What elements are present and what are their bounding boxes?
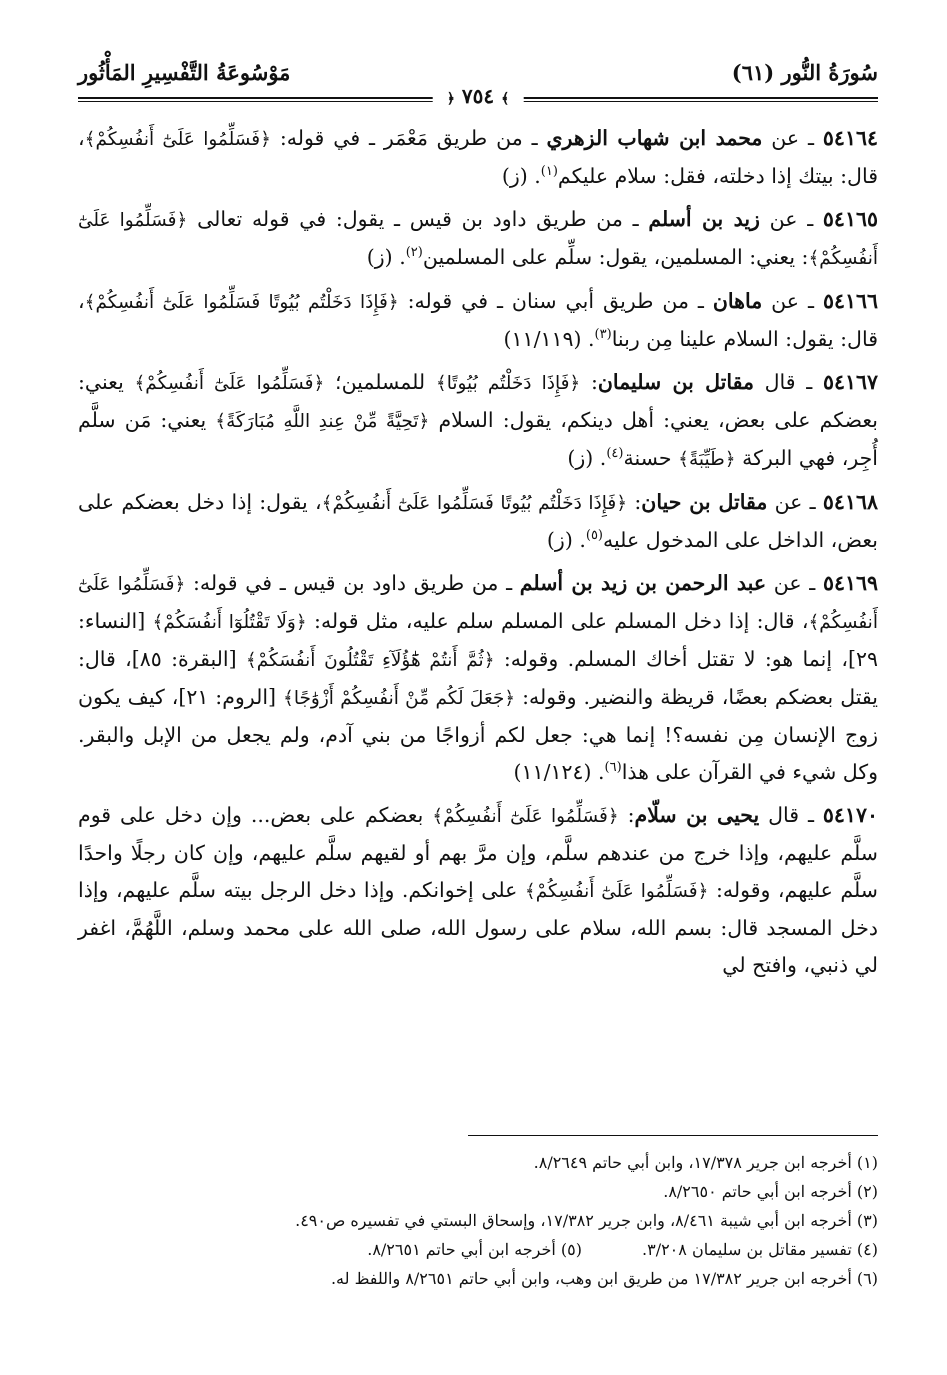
narrator-name: يحيى بن سلّام [634, 803, 760, 827]
entry-text: ـ عن [766, 571, 823, 595]
footnote-marker: (٢) [405, 245, 423, 261]
entry-text: على إخوانكم. وإذا دخل الرجل بيته سلَّم عليهم، وإذا دخل المسجد قال: بسم الله، سلام على رسول الله، صلى الله على محمد وسلم، اللَّهُمَّ، اغفر لي ذنبي، وافتح لي [78, 878, 878, 977]
quran-quote: ﴿فَسَلِّمُوا عَلَىٰٓ أَنفُسِكُمْ﴾ [524, 881, 709, 902]
quran-quote: ﴿فَسَلِّمُوا عَلَىٰٓ أَنفُسِكُمْ﴾ [84, 129, 271, 150]
entry-text: . (١١/١٢٤) [513, 760, 605, 784]
narrator-name: محمد ابن شهاب الزهري [546, 126, 763, 150]
entry-text: ـ من طريق أبي سنان ـ في قوله: [398, 289, 713, 313]
entry-text: . (ز) [366, 245, 406, 269]
quran-quote: ﴿فَسَلِّمُوا عَلَىٰٓ أَنفُسِكُمْ﴾ [78, 574, 878, 633]
entry-text: ـ عن [762, 126, 823, 150]
entry-number: ٥٤١٦٥ [822, 207, 878, 231]
entry-text: [الروم: ٢١]، كيف يكون زوج الإنسان مِن نفسه؟! إنما هي: جعل لكم أزواجًا من بني آدم، ولم يجعل من الإبل والبقر. وكل شيء في القرآن على هذا [78, 685, 878, 784]
page-number-value: ٧٥٤ [461, 84, 495, 108]
narrator-name: زيد بن أسلم [648, 207, 760, 231]
narrator-name: عبد الرحمن بن زيد بن أسلم [519, 571, 767, 595]
footnotes [78, 1148, 878, 1293]
quran-quote: ﴿جَعَلَ لَكُم مِّنْ أَنفُسِكُمْ أَزْوَٰجًا﴾ [282, 688, 516, 709]
entry-text: : [580, 370, 598, 394]
quran-quote: ﴿وَلَا تَقْتُلُوٓا أَنفُسَكُمْ﴾ [152, 612, 307, 633]
entry-text: ـ من طريق مَعْمَر ـ في قوله: [270, 126, 547, 150]
entry-text: ـ قال [759, 803, 823, 827]
entry-text: [البقرة: ٨٥]، قال: يقتل بعضكم بعضًا، قريظة والنضير. وقوله: [78, 647, 878, 709]
footnote-marker: (٦) [604, 760, 622, 776]
entry-text: ـ عن [759, 207, 823, 231]
ornament-right-icon: ﴾ [501, 91, 510, 107]
entry-text: ـ عن [767, 490, 823, 514]
quran-quote: ﴿فَإِذَا دَخَلْتُم بُيُوتًا فَسَلِّمُوا عَلَىٰٓ أَنفُسِكُمْ﴾ [84, 292, 399, 313]
footnote-5: (٥) أخرجه ابن أبي حاتم ٨/٢٦٥١. [367, 1240, 582, 1259]
quran-quote: ﴿فَإِذَا دَخَلْتُم بُيُوتًا فَسَلِّمُوا عَلَىٰٓ أَنفُسِكُمْ﴾ [321, 493, 628, 514]
entry-text: . (ز) [501, 164, 541, 188]
quran-quote: ﴿فَسَلِّمُوا عَلَىٰٓ أَنفُسِكُمْ﴾ [134, 373, 325, 394]
narrator-name: مقاتل بن سليمان [597, 370, 754, 394]
entry-number: ٥٤١٦٨ [822, 490, 878, 514]
entry-text: : يعني: المسلمين، يقول: سلِّم على المسلمين [422, 245, 809, 269]
narrator-name: ماهان [712, 289, 763, 313]
entry-text: ـ من طريق داود بن قيس ـ في قوله: [185, 571, 520, 595]
footnote-marker: (٥) [585, 528, 603, 544]
page-number [433, 84, 524, 108]
quran-quote: ﴿طَيِّبَةً﴾ [678, 449, 736, 470]
footnote-1: (١) أخرجه ابن جرير ١٧/٣٧٨، وابن أبي حاتم ٨/٢٦٤٩. [533, 1153, 878, 1172]
entry-text: . (ز) [546, 528, 586, 552]
entry-text: حسنة [623, 446, 679, 470]
entry-number: ٥٤١٦٧ [822, 370, 878, 394]
entry-54169 [78, 565, 878, 791]
footnote-marker: (٣) [594, 327, 612, 343]
entry-text: ـ عن [762, 289, 823, 313]
entry-54170 [78, 797, 878, 984]
entry-text: ، قال: بيتك إذا دخلته، فقل: سلام عليكم [78, 126, 878, 188]
quran-quote: ﴿فَسَلِّمُوا عَلَىٰٓ أَنفُسِكُمْ﴾ [78, 210, 878, 269]
entry-54167 [78, 364, 878, 478]
entry-number: ٥٤١٦٤ [822, 126, 878, 150]
entry-number: ٥٤١٦٦ [822, 289, 878, 313]
quran-quote: ﴿ثُمَّ أَنتُمْ هَٰٓؤُلَآءِ تَقْتُلُونَ أَنفُسَكُمْ﴾ [245, 650, 495, 671]
entry-text: يعني: بعضكم على بعض، يعني: أهل دينكم، يقول: السلام [78, 370, 878, 432]
main-text [78, 120, 878, 990]
entry-text: ـ من طريق داود بن قيس ـ يقول: في قوله تعالى [187, 207, 649, 231]
footnote-marker: (١) [540, 164, 558, 180]
entry-number: ٥٤١٦٩ [822, 571, 878, 595]
entry-text: للمسلمين؛ [324, 370, 436, 394]
entry-text: : [627, 490, 642, 514]
footnote-3: (٣) أخرجه ابن أبي شيبة ٨/٤٦١، وابن جرير ١٧/٣٨٢، وإسحاق البستي في تفسيره ص٤٩٠. [295, 1211, 878, 1230]
entry-text: بعضكم على بعض... وإن دخل على قوم سلَّم عليهم، وإذا خرج من عندهم سلَّم، وإن مرَّ بهم أو لقيهم سلَّم عليهم، وإن كان رجلًا واحدًا سلَّم عليهم، وقوله: [78, 803, 878, 902]
entry-text: ـ قال [753, 370, 823, 394]
entry-text: [النساء: ٢٩]، إنما هو: لا تقتل أخاك المسلم. وقوله: [78, 609, 878, 671]
running-header [78, 50, 878, 110]
quran-quote: ﴿فَسَلِّمُوا عَلَىٰٓ أَنفُسِكُمْ﴾ [432, 806, 619, 827]
footnote-4: (٤) تفسير مقاتل بن سليمان ٣/٢٠٨. [642, 1240, 878, 1259]
surah-title: سُورَةُ النُّور (٦١) [731, 60, 878, 85]
quran-quote: ﴿فَإِذَا دَخَلْتُم بُيُوتًا﴾ [435, 373, 581, 394]
footnote-marker: (٤) [606, 446, 624, 462]
footnote-divider [468, 1135, 878, 1136]
entry-text: ، قال: يقول: السلام علينا مِن ربنا [78, 289, 878, 351]
quran-quote: ﴿تَحِيَّةً مِّنْ عِندِ اللَّهِ مُبَارَكَةً﴾ [215, 411, 430, 432]
entry-54165 [78, 201, 878, 277]
entry-text: ، يقول: إذا دخل بعضكم على بعض، الداخل على المدخول عليه [78, 490, 878, 552]
entry-text: : [618, 803, 635, 827]
narrator-name: مقاتل بن حيان [641, 490, 768, 514]
footnote-2: (٢) أخرجه ابن أبي حاتم ٨/٢٦٥٠. [663, 1182, 878, 1201]
ornament-left-icon: ﴿ [446, 91, 455, 107]
entry-54164 [78, 120, 878, 195]
book-page [78, 50, 878, 1340]
entry-number: ٥٤١٧٠ [822, 803, 878, 827]
entry-text: ، قال: إذا دخل المسلم على المسلم سلم عليه، مثل قوله: [306, 609, 809, 633]
entry-text: يعني: مَن سلَّم أُجِر، فهي البركة [78, 408, 878, 470]
footnote-row-4-5 [78, 1235, 878, 1264]
entry-text: . (ز) [567, 446, 607, 470]
entry-54166 [78, 283, 878, 358]
footnote-6: (٦) أخرجه ابن جرير ١٧/٣٨٢ من طريق ابن وهب، وابن أبي حاتم ٨/٢٦٥١ واللفظ له. [330, 1269, 878, 1288]
entry-54168 [78, 484, 878, 559]
book-title: مَوْسُوعَةُ التَّفْسِيرِ المَأْثُور [78, 60, 291, 85]
entry-text: . (١١/١١٩) [503, 327, 595, 351]
